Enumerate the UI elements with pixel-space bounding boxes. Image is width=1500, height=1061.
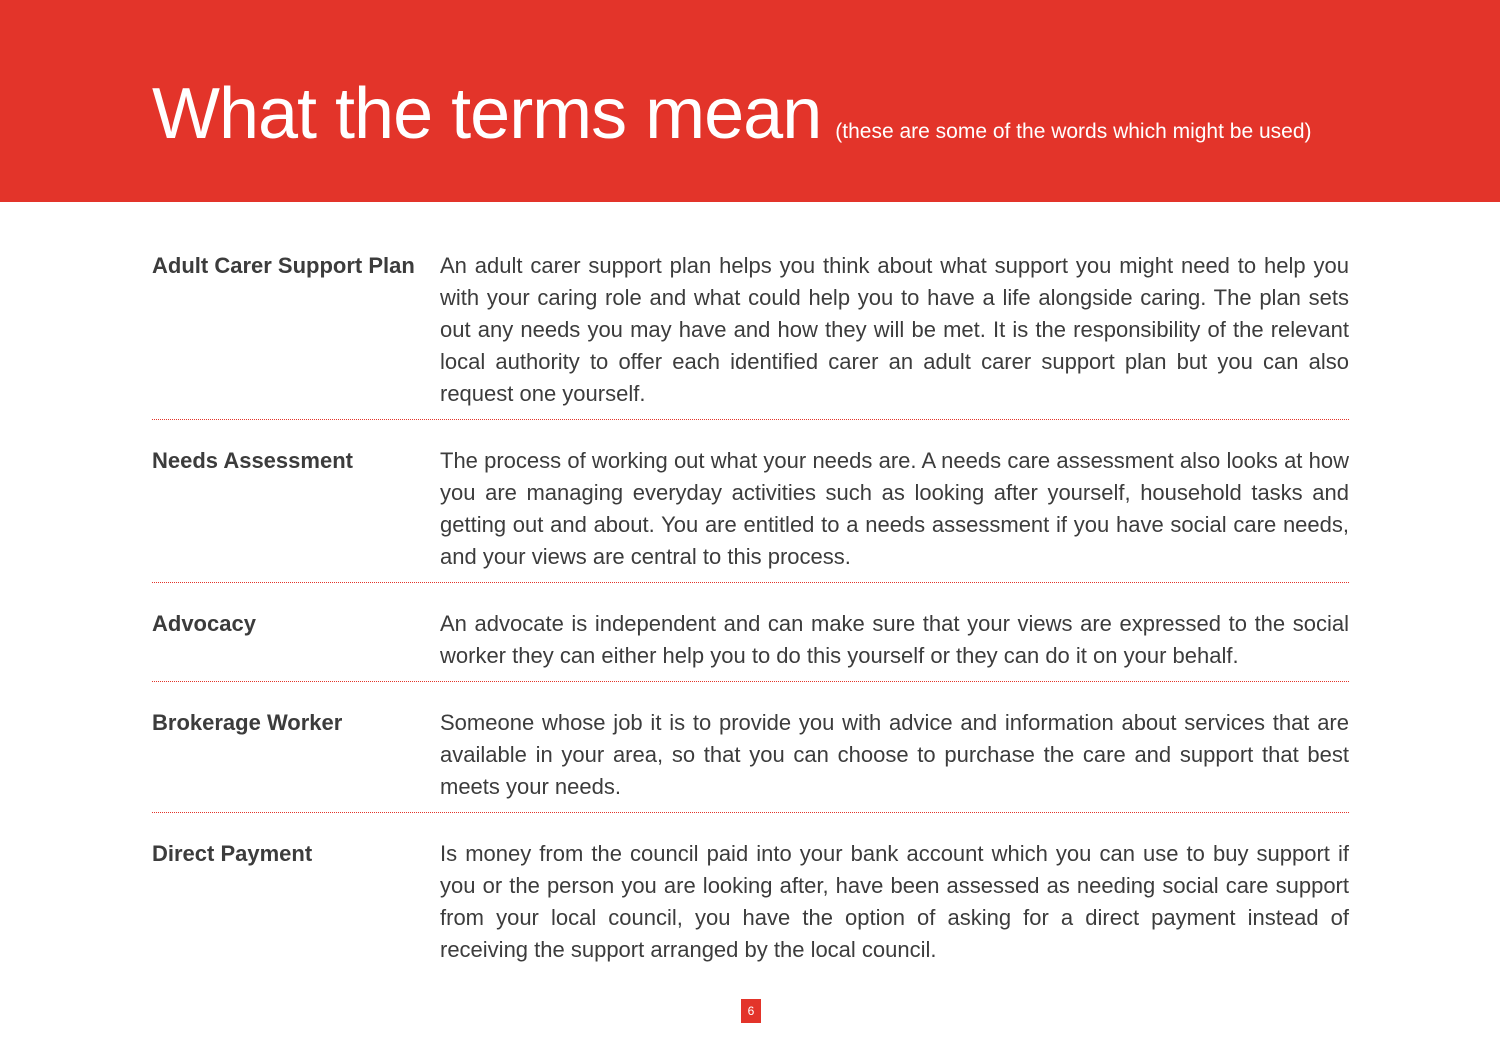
dotted-divider bbox=[152, 582, 1349, 583]
title-text: What the terms mean bbox=[152, 74, 822, 154]
dotted-divider bbox=[152, 812, 1349, 813]
glossary-term: Brokerage Worker bbox=[152, 710, 343, 735]
glossary-term: Adult Carer Support Plan bbox=[152, 253, 415, 278]
glossary-entry bbox=[152, 608, 1349, 672]
glossary-list bbox=[152, 250, 1349, 966]
glossary-definition: An advocate is independent and can make sure that your views are expressed to the social worker they can either help you to do this yourself or they can do it on your behalf. bbox=[440, 611, 1349, 668]
title-subtitle: (these are some of the words which might be used) bbox=[835, 120, 1312, 143]
glossary-definition: An adult carer support plan helps you think about what support you might need to help you with your caring role and what could help you to have a life alongside caring. The plan sets out any needs you may have and how they will be met. It is the responsibility of the relevant local authority to offer each identified carer an adult carer support plan but you can also request one yourself. bbox=[440, 253, 1349, 406]
glossary-term: Advocacy bbox=[152, 611, 256, 636]
dotted-divider bbox=[152, 419, 1349, 420]
glossary-term: Direct Payment bbox=[152, 841, 313, 866]
page-number: 6 bbox=[741, 999, 761, 1023]
header-band bbox=[0, 0, 1500, 202]
glossary-definition: The process of working out what your needs are. A needs care assessment also looks at how you are managing everyday activities such as looking after yourself, household tasks and getting out and about. You are entitled to a needs assessment if you have social care needs, and your views are central to this process. bbox=[440, 448, 1349, 569]
glossary-entry bbox=[152, 445, 1349, 573]
glossary-definition: Is money from the council paid into your bank account which you can use to buy support if you or the person you are looking after, have been assessed as needing social care support from your local council, you have the option of asking for a direct payment instead of receiving the support arranged by the local council. bbox=[440, 841, 1349, 962]
glossary-term: Needs Assessment bbox=[152, 448, 353, 473]
glossary-entry bbox=[152, 250, 1349, 410]
dotted-divider bbox=[152, 681, 1349, 682]
glossary-entry bbox=[152, 838, 1349, 966]
glossary-definition: Someone whose job it is to provide you with advice and information about services that are available in your area, so that you can choose to purchase the care and support that best meets your needs. bbox=[440, 710, 1349, 799]
glossary-entry bbox=[152, 707, 1349, 803]
page-title bbox=[152, 68, 1312, 160]
